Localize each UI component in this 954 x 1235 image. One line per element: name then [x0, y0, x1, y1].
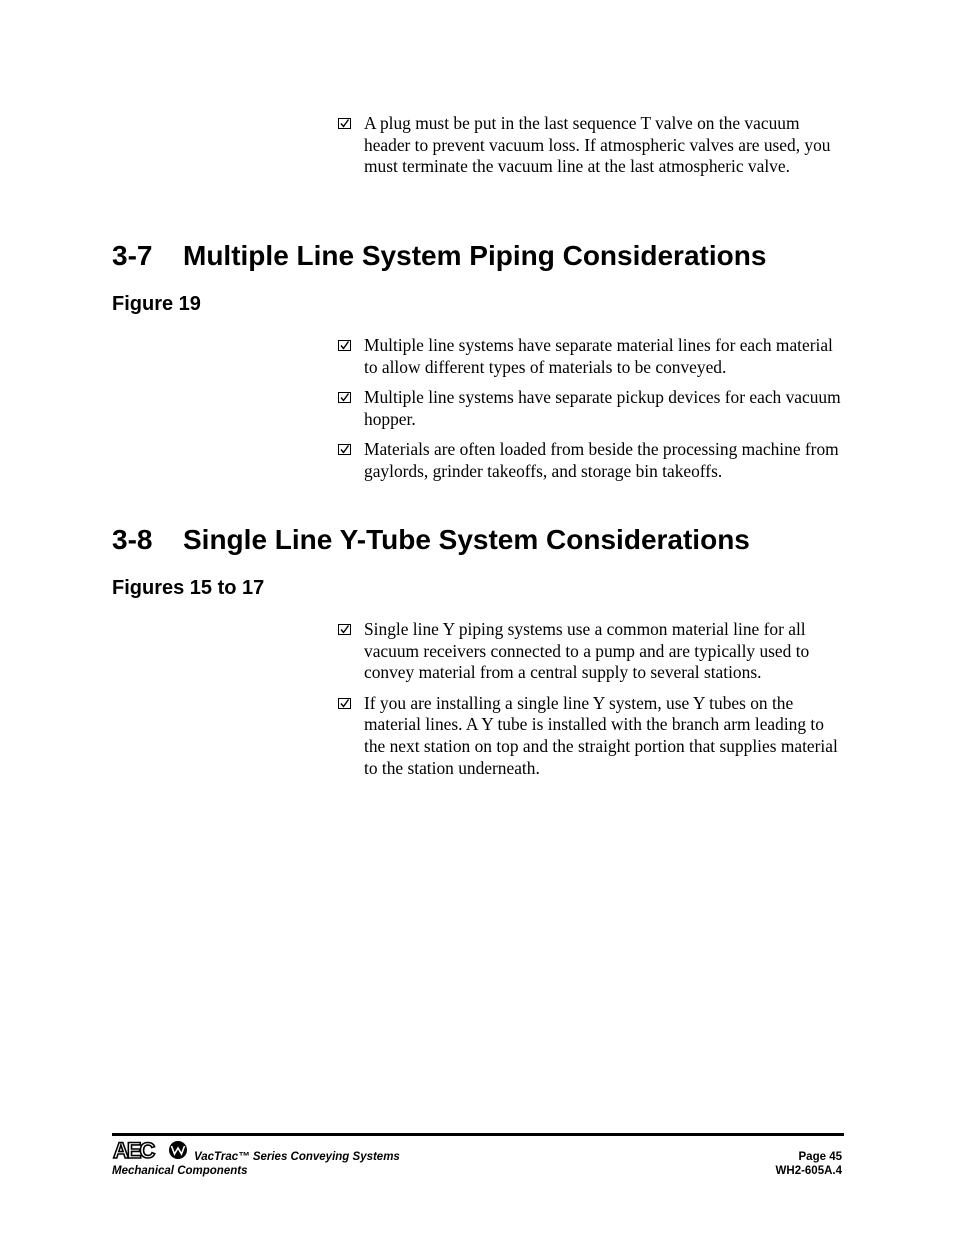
section-heading-3-7	[112, 240, 766, 272]
footer-rule	[112, 1133, 844, 1136]
checked-box-icon	[338, 392, 351, 403]
list-item	[338, 439, 848, 482]
section-heading-3-8	[112, 524, 750, 556]
footer-doc-title: VacTrac™ Series Conveying Systems	[194, 1151, 400, 1163]
bullet-text: A plug must be put in the last sequence T valve on the vacuum header to prevent vacuum loss. If atmospheric valves are used, you must terminate the vacuum line at the last atmospheric valve.	[364, 113, 831, 177]
bullet-text: Multiple line systems have separate material lines for each material to allow different types of materials to be conveyed.	[364, 335, 833, 377]
list-item	[338, 387, 848, 430]
list-item	[338, 113, 848, 178]
checked-box-icon	[338, 444, 351, 455]
section-number: 3-7	[112, 240, 153, 271]
svg-text:AEC: AEC	[113, 1138, 154, 1163]
bullet-text: Single line Y piping systems use a common material line for all vacuum receivers connected to a pump and are typically used to convey material from a central supply to several stations.	[364, 619, 810, 683]
section-3-8-bullet-list	[338, 619, 848, 788]
list-item	[338, 619, 848, 684]
aec-logo-icon	[112, 1138, 192, 1164]
section-title: Multiple Line System Piping Considerations	[183, 240, 767, 271]
figure-reference-heading: Figures 15 to 17	[112, 577, 265, 599]
bullet-text: If you are installing a single line Y system, use Y tubes on the material lines. A Y tube is installed with the branch arm leading to the next station on top and the straight portion that supplies material to the station underneath.	[364, 692, 838, 778]
footer-page-number: Page 45	[798, 1151, 842, 1163]
bullet-text: Materials are often loaded from beside the processing machine from gaylords, grinder takeoffs, and storage bin takeoffs.	[364, 439, 839, 481]
footer-doc-number: WH2-605A.4	[775, 1165, 842, 1177]
footer-section-name: Mechanical Components	[112, 1165, 248, 1177]
section-number: 3-8	[112, 524, 153, 555]
list-item	[338, 335, 848, 378]
section-title: Single Line Y-Tube System Considerations	[183, 524, 750, 555]
figure-reference-heading: Figure 19	[112, 293, 201, 315]
section-3-7-bullet-list	[338, 335, 848, 492]
bullet-text: Multiple line systems have separate pickup devices for each vacuum hopper.	[364, 387, 841, 429]
list-item	[338, 693, 848, 779]
checked-box-icon	[338, 698, 351, 709]
checked-box-icon	[338, 340, 351, 351]
checked-box-icon	[338, 624, 351, 635]
intro-bullet-list	[338, 113, 848, 187]
checked-box-icon	[338, 118, 351, 129]
